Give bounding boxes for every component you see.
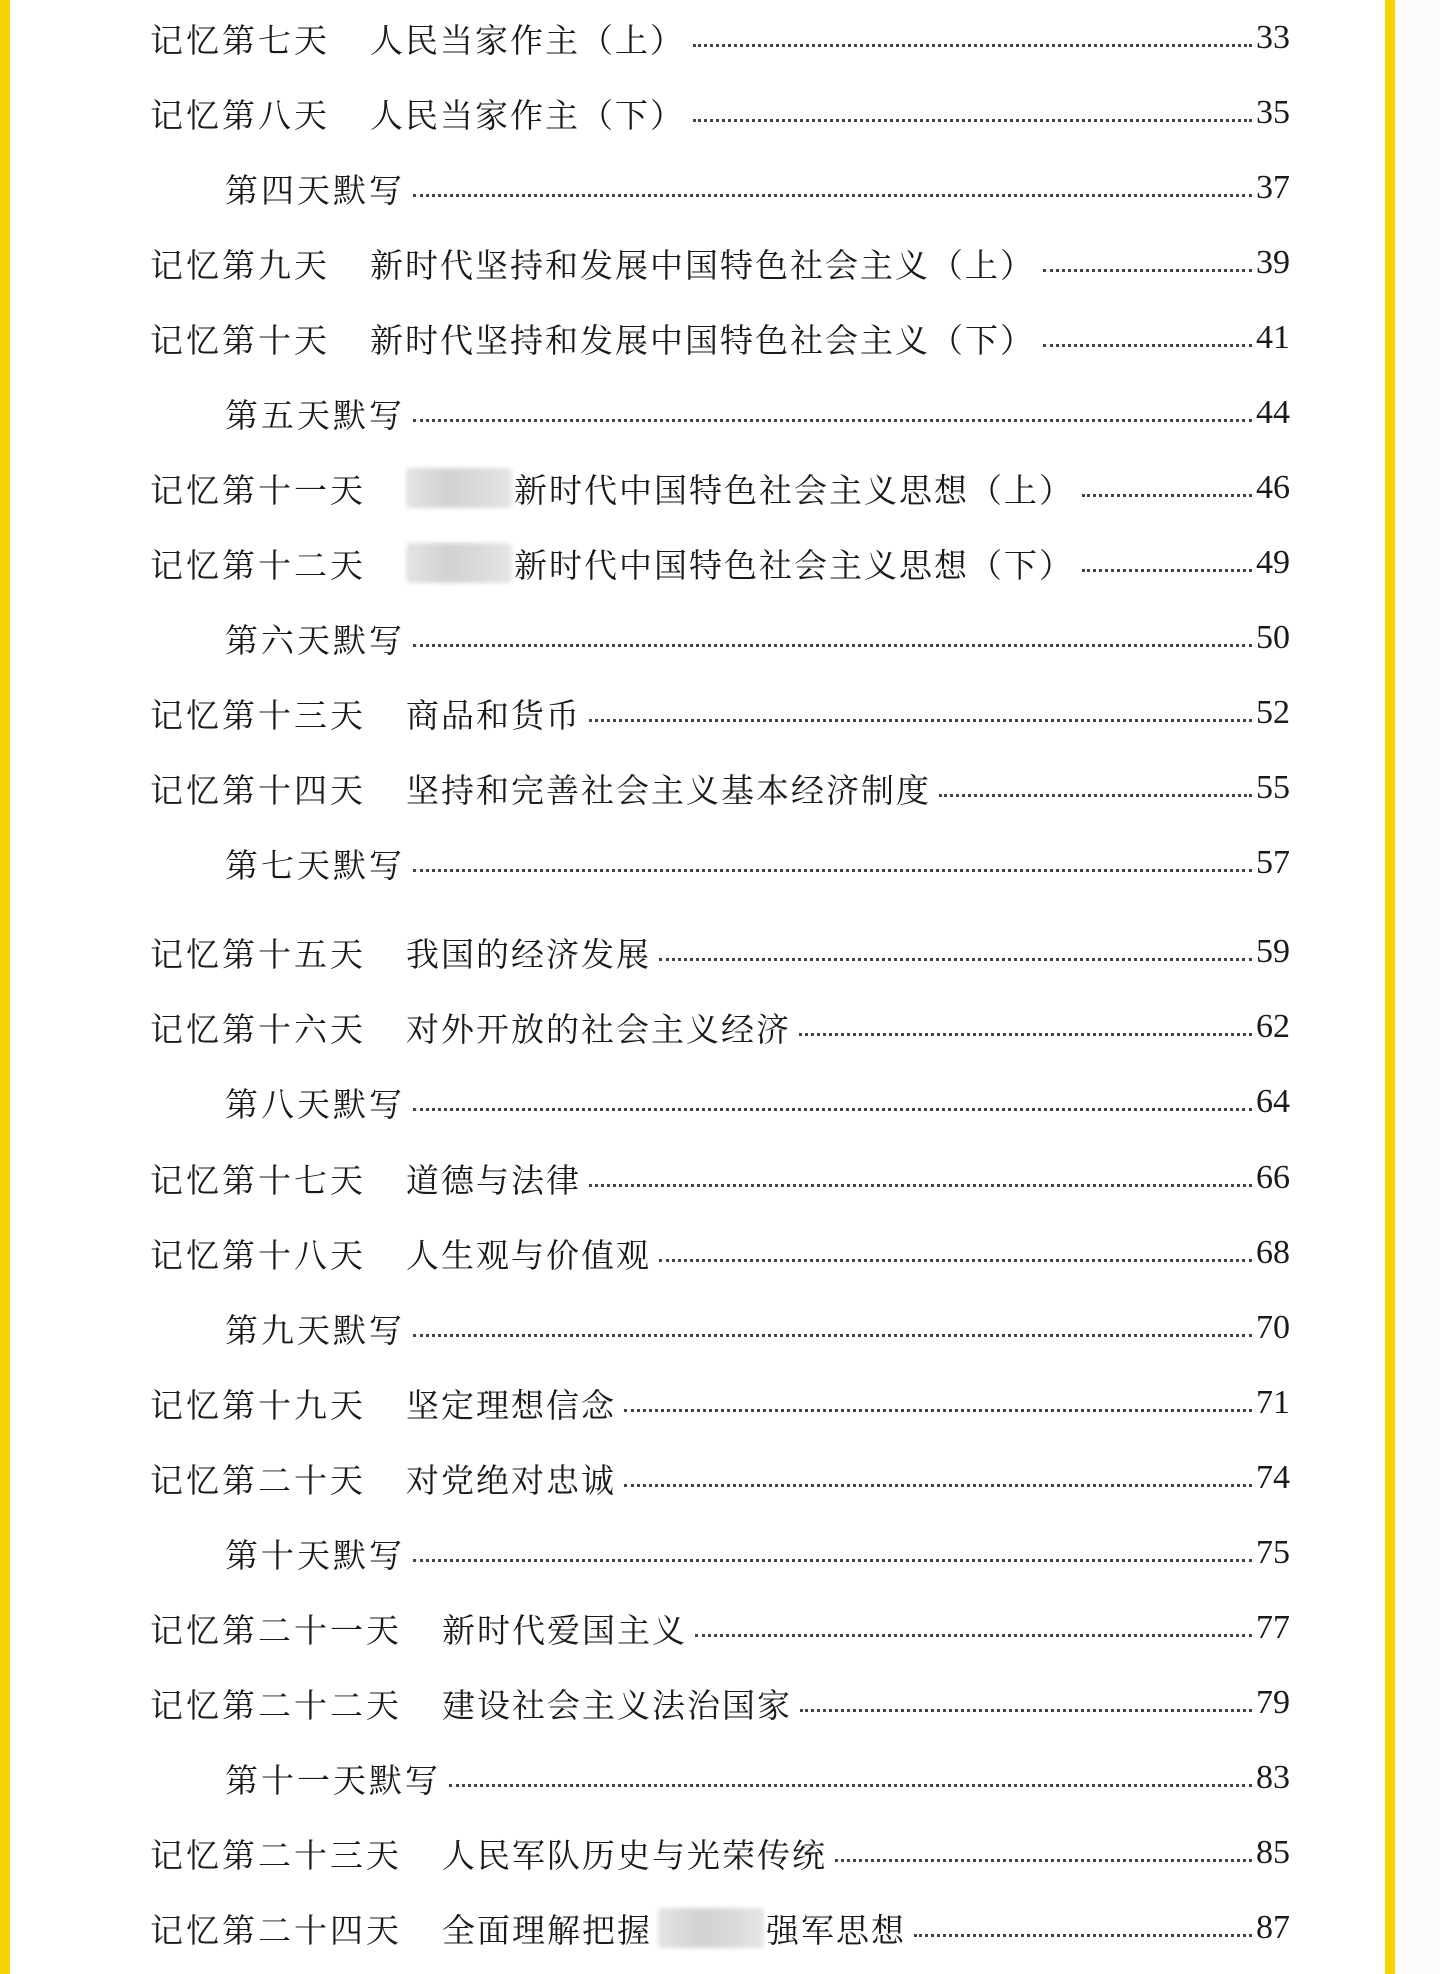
toc-title: 全面理解把握 — [442, 1910, 652, 1950]
toc-day-label: 记忆第十六天 — [150, 1009, 366, 1049]
dot-leader — [589, 719, 1252, 722]
toc-page-number: 59 — [1256, 933, 1290, 970]
toc-title: 对外开放的社会主义经济 — [406, 1009, 791, 1049]
dot-leader — [799, 1033, 1252, 1036]
toc-page-number: 79 — [1256, 1684, 1290, 1721]
toc-day-label: 记忆第十九天 — [150, 1385, 366, 1425]
toc-day-label: 记忆第八天 — [150, 95, 330, 135]
toc-title: 人民当家作主（下） — [370, 95, 685, 135]
dot-leader — [1082, 494, 1252, 497]
toc-page-number: 87 — [1256, 1909, 1290, 1946]
toc-day-label: 第十一天默写 — [225, 1760, 441, 1800]
toc-day-label: 记忆第二十天 — [150, 1460, 366, 1500]
toc-page-number: 77 — [1256, 1609, 1290, 1646]
toc-title: 新时代中国特色社会主义思想（下） — [514, 545, 1074, 585]
dot-leader — [413, 1334, 1252, 1337]
dot-leader — [413, 1108, 1252, 1111]
toc-day-label: 记忆第十四天 — [150, 770, 366, 810]
toc-entry[interactable] — [150, 1448, 1290, 1508]
toc-page-number: 33 — [1256, 19, 1290, 56]
toc-entry-dictation[interactable] — [150, 608, 1290, 668]
toc-day-label: 记忆第十五天 — [150, 934, 366, 974]
toc-day-label: 记忆第九天 — [150, 245, 330, 285]
toc-title: 坚持和完善社会主义基本经济制度 — [406, 770, 931, 810]
redacted-text — [658, 1908, 764, 1948]
toc-page-number: 50 — [1256, 619, 1290, 656]
dot-leader — [449, 1784, 1252, 1787]
toc-day-label: 第十天默写 — [225, 1535, 405, 1575]
toc-page-number: 74 — [1256, 1459, 1290, 1496]
toc-entry[interactable] — [150, 758, 1290, 818]
dot-leader — [1043, 269, 1252, 272]
toc-entry-dictation[interactable] — [150, 1748, 1290, 1808]
toc-day-label: 记忆第十二天 — [150, 545, 366, 585]
toc-title: 新时代中国特色社会主义思想（上） — [514, 470, 1074, 510]
toc-entry[interactable] — [150, 458, 1290, 518]
toc-page-number: 85 — [1256, 1834, 1290, 1871]
toc-entry[interactable] — [150, 922, 1290, 982]
toc-entry[interactable] — [150, 997, 1290, 1057]
toc-page-number: 64 — [1256, 1083, 1290, 1120]
toc-day-label: 记忆第十七天 — [150, 1160, 366, 1200]
dot-leader — [413, 1559, 1252, 1562]
toc-title: 新时代爱国主义 — [442, 1610, 687, 1650]
toc-entry[interactable] — [150, 533, 1290, 593]
toc-page-number: 70 — [1256, 1309, 1290, 1346]
toc-page-number: 35 — [1256, 94, 1290, 131]
dot-leader — [939, 794, 1252, 797]
toc-entry[interactable] — [150, 8, 1290, 68]
toc-page-number: 46 — [1256, 469, 1290, 506]
toc-page-number: 68 — [1256, 1234, 1290, 1271]
toc-title: 道德与法律 — [406, 1160, 581, 1200]
dot-leader — [413, 194, 1252, 197]
toc-entry[interactable] — [150, 1223, 1290, 1283]
toc-page-number: 52 — [1256, 694, 1290, 731]
toc-page-number: 57 — [1256, 844, 1290, 881]
toc-title: 建设社会主义法治国家 — [442, 1685, 792, 1725]
toc-entry[interactable] — [150, 1898, 1290, 1958]
toc-title: 对党绝对忠诚 — [406, 1460, 616, 1500]
toc-page-number: 41 — [1256, 319, 1290, 356]
yellow-border-right — [1385, 0, 1395, 1974]
toc-day-label: 第四天默写 — [225, 170, 405, 210]
toc-entry[interactable] — [150, 1148, 1290, 1208]
dot-leader — [914, 1934, 1252, 1937]
toc-day-label: 记忆第十一天 — [150, 470, 366, 510]
toc-page-number: 55 — [1256, 769, 1290, 806]
toc-day-label: 第八天默写 — [225, 1084, 405, 1124]
toc-day-label: 记忆第二十四天 — [150, 1910, 402, 1950]
redacted-text — [406, 468, 512, 508]
toc-entry[interactable] — [150, 1673, 1290, 1733]
background-margin — [1395, 0, 1440, 1974]
dot-leader — [659, 1259, 1252, 1262]
toc-page-number: 66 — [1256, 1159, 1290, 1196]
toc-day-label: 第五天默写 — [225, 395, 405, 435]
toc-title: 商品和货币 — [406, 695, 581, 735]
toc-title: 人生观与价值观 — [406, 1235, 651, 1275]
toc-day-label: 记忆第二十三天 — [150, 1835, 402, 1875]
toc-title: 新时代坚持和发展中国特色社会主义（下） — [370, 320, 1035, 360]
toc-day-label: 记忆第十八天 — [150, 1235, 366, 1275]
toc-day-label: 第七天默写 — [225, 845, 405, 885]
toc-page-number: 44 — [1256, 394, 1290, 431]
toc-page-number: 37 — [1256, 169, 1290, 206]
toc-page-number: 39 — [1256, 244, 1290, 281]
dot-leader — [693, 44, 1252, 47]
dot-leader — [1043, 344, 1252, 347]
toc-entry[interactable] — [150, 233, 1290, 293]
dot-leader — [693, 119, 1252, 122]
toc-entry-dictation[interactable] — [150, 1072, 1290, 1132]
dot-leader — [624, 1484, 1252, 1487]
toc-title: 坚定理想信念 — [406, 1385, 616, 1425]
dot-leader — [413, 869, 1252, 872]
dot-leader — [1082, 569, 1252, 572]
yellow-border-left — [0, 0, 10, 1974]
dot-leader — [835, 1859, 1252, 1862]
toc-entry[interactable] — [150, 1598, 1290, 1658]
redacted-text — [406, 543, 512, 583]
dot-leader — [624, 1409, 1252, 1412]
toc-page-number: 49 — [1256, 544, 1290, 581]
dot-leader — [413, 419, 1252, 422]
toc-title-continued: 强军思想 — [766, 1910, 906, 1950]
toc-entry[interactable] — [150, 308, 1290, 368]
dot-leader — [589, 1184, 1252, 1187]
toc-day-label: 记忆第十三天 — [150, 695, 366, 735]
toc-entry-dictation[interactable] — [150, 1523, 1290, 1583]
toc-page-number: 83 — [1256, 1759, 1290, 1796]
toc-page-number: 75 — [1256, 1534, 1290, 1571]
toc-entry-dictation[interactable] — [150, 833, 1290, 893]
toc-entry-dictation[interactable] — [150, 383, 1290, 443]
toc-day-label: 记忆第二十二天 — [150, 1685, 402, 1725]
toc-day-label: 第六天默写 — [225, 620, 405, 660]
dot-leader — [800, 1709, 1252, 1712]
toc-title: 人民当家作主（上） — [370, 20, 685, 60]
dot-leader — [659, 958, 1252, 961]
toc-entry[interactable] — [150, 1823, 1290, 1883]
toc-day-label: 第九天默写 — [225, 1310, 405, 1350]
dot-leader — [413, 644, 1252, 647]
toc-entry[interactable] — [150, 83, 1290, 143]
toc-entry[interactable] — [150, 683, 1290, 743]
dot-leader — [695, 1634, 1252, 1637]
toc-entry-dictation[interactable] — [150, 1298, 1290, 1358]
toc-entry[interactable] — [150, 1373, 1290, 1433]
toc-page-number: 71 — [1256, 1384, 1290, 1421]
toc-title: 人民军队历史与光荣传统 — [442, 1835, 827, 1875]
toc-page-number: 62 — [1256, 1008, 1290, 1045]
toc-entry-dictation[interactable] — [150, 158, 1290, 218]
toc-title: 我国的经济发展 — [406, 934, 651, 974]
toc-day-label: 记忆第二十一天 — [150, 1610, 402, 1650]
toc-day-label: 记忆第七天 — [150, 20, 330, 60]
toc-title: 新时代坚持和发展中国特色社会主义（上） — [370, 245, 1035, 285]
toc-day-label: 记忆第十天 — [150, 320, 330, 360]
